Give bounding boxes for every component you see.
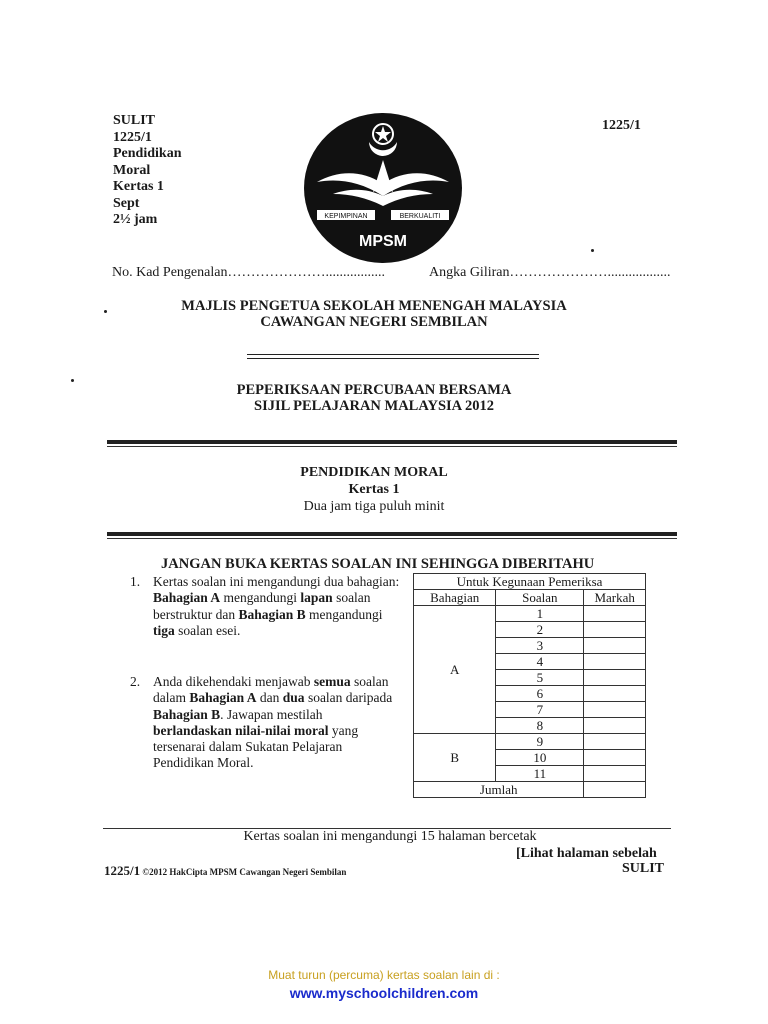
instruction-emphasis: Bahagian A [153, 590, 221, 606]
table-title: Untuk Kegunaan Pemeriksa [414, 574, 646, 590]
identity-card-label: No. Kad Pengenalan [112, 265, 228, 280]
instruction-emphasis: tiga [153, 622, 175, 638]
banner-right-text: BERKUALITI [399, 213, 441, 220]
instruction-emphasis: berlandaskan nilai-nilai moral [153, 722, 329, 738]
instruction-emphasis: lapan [300, 590, 333, 606]
instruction-segment: dan [256, 690, 283, 706]
question-cell: 4 [496, 654, 584, 670]
subject-line-2: Moral [113, 162, 151, 178]
question-cell: 6 [496, 686, 584, 702]
marks-cell [584, 702, 646, 718]
thick-divider-bottom [107, 532, 677, 536]
instruction-text [153, 674, 400, 772]
instruction-emphasis: Bahagian A [189, 690, 257, 706]
instruction-segment: mengandungi [220, 590, 301, 606]
thick-divider-top [107, 440, 677, 444]
instruction-segment: . Jawapan mestilah [220, 706, 323, 722]
marks-cell [584, 766, 646, 782]
copyright-text: ©2012 HakCipta MPSM Cawangan Negeri Sembilan [142, 867, 347, 877]
paper-number: Kertas 1 [113, 179, 164, 194]
instruction-segment: mengandungi [305, 606, 383, 622]
header-marks: Markah [584, 590, 646, 606]
next-page-note: [Lihat halaman sebelah [516, 846, 657, 861]
section-b-label: B [414, 734, 496, 782]
instruction-1 [130, 574, 400, 639]
marks-cell [584, 750, 646, 766]
turn-number-dots: ………………….................. [509, 265, 671, 280]
instruction-segment: soalan berstruktur dan [153, 590, 371, 622]
instruction-number: 1. [130, 574, 141, 589]
instruction-emphasis: Bahagian B [153, 706, 221, 722]
subject-duration: Dua jam tiga puluh minit [303, 499, 445, 514]
instruction-number: 2. [130, 674, 141, 689]
exam-line-1: PEPERIKSAAN PERCUBAAN BERSAMA [236, 382, 512, 398]
exam-heading [0, 382, 758, 414]
marks-cell [584, 606, 646, 622]
instruction-segment: soalan daripada [304, 690, 393, 706]
instruction-emphasis: semua [313, 674, 351, 689]
instruction-segment: Anda dikehendaki menjawab [153, 674, 314, 689]
marks-cell [584, 718, 646, 734]
instruction-segment: Kertas soalan ini mengandungi dua bahagian: [153, 574, 400, 589]
identity-card-dots: …………………................. [227, 265, 385, 280]
instruction-segment: yang tersenarai dalam Sukatan Pelajaran Pendidikan Moral. [153, 722, 359, 771]
do-not-open-warning: JANGAN BUKA KERTAS SOALAN INI SEHINGGA DIBERITAHU [161, 556, 595, 572]
header-question: Soalan [496, 590, 584, 606]
instruction-segment: soalan dalam [153, 674, 389, 706]
total-label: Jumlah [414, 782, 584, 798]
total-marks-cell [584, 782, 646, 798]
banner-left-text: KEPIMPINAN [324, 213, 368, 220]
organization-line-1: MAJLIS PENGETUA SEKOLAH MENENGAH MALAYSIA [181, 298, 567, 314]
exam-month: Sept [113, 195, 140, 211]
scan-speck [104, 310, 107, 313]
download-note: Muat turun (percuma) kertas soalan lain di : [268, 968, 500, 982]
question-cell: 5 [496, 670, 584, 686]
section-a-label: A [414, 606, 496, 734]
marks-cell [584, 686, 646, 702]
subject-line-1: Pendidikan [113, 146, 182, 161]
question-cell: 2 [496, 622, 584, 638]
subject-heading [0, 464, 758, 515]
paper-code: 1225/1 [113, 129, 152, 145]
examiner-marks-table [413, 573, 646, 798]
subject-name: PENDIDIKAN MORAL [300, 465, 448, 480]
exam-line-2: SIJIL PELAJARAN MALAYSIA 2012 [254, 398, 494, 414]
marks-cell [584, 670, 646, 686]
logo-acronym: MPSM [359, 233, 407, 250]
instruction-2 [130, 674, 400, 772]
page-count-note: Kertas soalan ini mengandungi 15 halaman bercetak [243, 829, 537, 844]
paper-code-right: 1225/1 [602, 118, 641, 133]
question-cell: 1 [496, 606, 584, 622]
footer-classification: SULIT [622, 861, 665, 876]
paper-meta [113, 113, 181, 229]
double-divider [247, 354, 539, 359]
classification-label: SULIT [113, 113, 156, 128]
question-cell: 10 [496, 750, 584, 766]
copyright-line [104, 863, 346, 879]
scan-speck [71, 379, 74, 382]
organization-heading [0, 298, 758, 330]
header-section: Bahagian [414, 590, 496, 606]
instruction-emphasis: dua [282, 690, 305, 706]
question-cell: 3 [496, 638, 584, 654]
question-cell: 8 [496, 718, 584, 734]
question-cell: 7 [496, 702, 584, 718]
marks-cell [584, 638, 646, 654]
footer-paper-code: 1225/1 [104, 863, 141, 878]
marks-cell [584, 622, 646, 638]
instruction-emphasis: Bahagian B [238, 606, 306, 622]
mpsm-logo [303, 112, 463, 264]
question-cell: 9 [496, 734, 584, 750]
instruction-segment: soalan esei. [174, 622, 241, 638]
marks-cell [584, 734, 646, 750]
subject-paper: Kertas 1 [348, 482, 400, 497]
exam-duration: 2½ jam [113, 212, 158, 227]
scan-speck [591, 249, 594, 252]
marks-cell [584, 654, 646, 670]
question-cell: 11 [496, 766, 584, 782]
instruction-text [153, 574, 400, 639]
turn-number-field [429, 265, 670, 281]
organization-line-2: CAWANGAN NEGERI SEMBILAN [260, 314, 488, 330]
identity-card-field [112, 265, 385, 281]
turn-number-label: Angka Giliran [429, 265, 510, 280]
download-link[interactable]: www.myschoolchildren.com [289, 985, 479, 1001]
